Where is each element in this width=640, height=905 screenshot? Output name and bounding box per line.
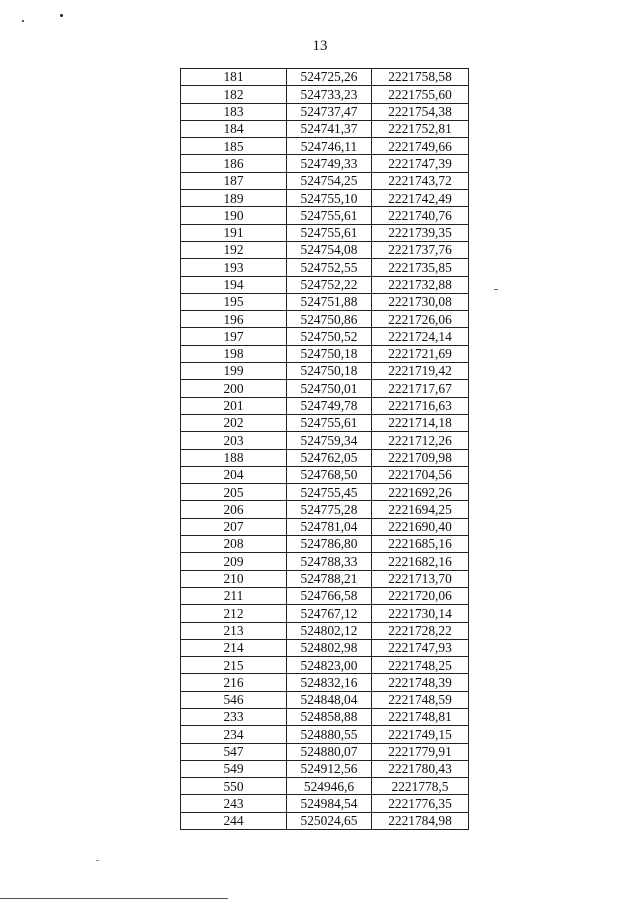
table-row bbox=[181, 86, 469, 103]
y-coordinate-cell: 2221778,5 bbox=[372, 778, 469, 795]
point-number-cell: 211 bbox=[181, 587, 287, 604]
y-coordinate-cell: 2221747,93 bbox=[372, 639, 469, 656]
point-number-cell: 206 bbox=[181, 501, 287, 518]
y-coordinate-cell: 2221685,16 bbox=[372, 536, 469, 553]
coordinates-table bbox=[180, 68, 469, 830]
x-coordinate-cell: 524768,50 bbox=[287, 466, 372, 483]
y-coordinate-cell: 2221719,42 bbox=[372, 363, 469, 380]
y-coordinate-cell: 2221754,38 bbox=[372, 103, 469, 120]
table-row bbox=[181, 414, 469, 431]
point-number-cell: 195 bbox=[181, 293, 287, 310]
y-coordinate-cell: 2221748,25 bbox=[372, 657, 469, 674]
point-number-cell: 198 bbox=[181, 345, 287, 362]
x-coordinate-cell: 524750,18 bbox=[287, 345, 372, 362]
point-number-cell: 187 bbox=[181, 172, 287, 189]
table-row bbox=[181, 345, 469, 362]
x-coordinate-cell: 524754,08 bbox=[287, 241, 372, 258]
x-coordinate-cell: 524750,86 bbox=[287, 311, 372, 328]
x-coordinate-cell: 524733,23 bbox=[287, 86, 372, 103]
x-coordinate-cell: 524912,56 bbox=[287, 760, 372, 777]
table-row bbox=[181, 155, 469, 172]
table-row bbox=[181, 708, 469, 725]
y-coordinate-cell: 2221780,43 bbox=[372, 760, 469, 777]
y-coordinate-cell: 2221694,25 bbox=[372, 501, 469, 518]
table-row bbox=[181, 743, 469, 760]
x-coordinate-cell: 524848,04 bbox=[287, 691, 372, 708]
point-number-cell: 182 bbox=[181, 86, 287, 103]
point-number-cell: 194 bbox=[181, 276, 287, 293]
point-number-cell: 186 bbox=[181, 155, 287, 172]
point-number-cell: 200 bbox=[181, 380, 287, 397]
y-coordinate-cell: 2221712,26 bbox=[372, 432, 469, 449]
table-row bbox=[181, 605, 469, 622]
table-row bbox=[181, 484, 469, 501]
y-coordinate-cell: 2221724,14 bbox=[372, 328, 469, 345]
point-number-cell: 214 bbox=[181, 639, 287, 656]
table-row bbox=[181, 691, 469, 708]
table-row bbox=[181, 207, 469, 224]
y-coordinate-cell: 2221726,06 bbox=[372, 311, 469, 328]
table-row bbox=[181, 778, 469, 795]
y-coordinate-cell: 2221717,67 bbox=[372, 380, 469, 397]
point-number-cell: 243 bbox=[181, 795, 287, 812]
y-coordinate-cell: 2221752,81 bbox=[372, 120, 469, 137]
x-coordinate-cell: 524750,52 bbox=[287, 328, 372, 345]
scan-speck bbox=[60, 14, 63, 17]
point-number-cell: 550 bbox=[181, 778, 287, 795]
point-number-cell: 190 bbox=[181, 207, 287, 224]
table-row bbox=[181, 553, 469, 570]
table-row bbox=[181, 259, 469, 276]
scan-mark bbox=[96, 860, 99, 861]
point-number-cell: 244 bbox=[181, 812, 287, 829]
table-row bbox=[181, 172, 469, 189]
table-row bbox=[181, 432, 469, 449]
y-coordinate-cell: 2221720,06 bbox=[372, 587, 469, 604]
x-coordinate-cell: 524750,01 bbox=[287, 380, 372, 397]
y-coordinate-cell: 2221682,16 bbox=[372, 553, 469, 570]
x-coordinate-cell: 524755,61 bbox=[287, 207, 372, 224]
footnote-separator-line bbox=[0, 898, 228, 899]
x-coordinate-cell: 524759,34 bbox=[287, 432, 372, 449]
point-number-cell: 207 bbox=[181, 518, 287, 535]
y-coordinate-cell: 2221755,60 bbox=[372, 86, 469, 103]
y-coordinate-cell: 2221732,88 bbox=[372, 276, 469, 293]
point-number-cell: 212 bbox=[181, 605, 287, 622]
table-row bbox=[181, 518, 469, 535]
table-row bbox=[181, 657, 469, 674]
y-coordinate-cell: 2221737,76 bbox=[372, 241, 469, 258]
table-row bbox=[181, 138, 469, 155]
x-coordinate-cell: 524802,12 bbox=[287, 622, 372, 639]
y-coordinate-cell: 2221749,66 bbox=[372, 138, 469, 155]
scan-speck bbox=[22, 20, 24, 22]
point-number-cell: 205 bbox=[181, 484, 287, 501]
x-coordinate-cell: 524746,11 bbox=[287, 138, 372, 155]
table-row bbox=[181, 639, 469, 656]
table-row bbox=[181, 466, 469, 483]
y-coordinate-cell: 2221728,22 bbox=[372, 622, 469, 639]
y-coordinate-cell: 2221730,08 bbox=[372, 293, 469, 310]
x-coordinate-cell: 524750,18 bbox=[287, 363, 372, 380]
point-number-cell: 201 bbox=[181, 397, 287, 414]
x-coordinate-cell: 524880,55 bbox=[287, 726, 372, 743]
table-row bbox=[181, 674, 469, 691]
x-coordinate-cell: 524749,33 bbox=[287, 155, 372, 172]
x-coordinate-cell: 524754,25 bbox=[287, 172, 372, 189]
y-coordinate-cell: 2221714,18 bbox=[372, 414, 469, 431]
coordinates-table-body bbox=[181, 69, 469, 830]
point-number-cell: 547 bbox=[181, 743, 287, 760]
point-number-cell: 234 bbox=[181, 726, 287, 743]
x-coordinate-cell: 524762,05 bbox=[287, 449, 372, 466]
y-coordinate-cell: 2221692,26 bbox=[372, 484, 469, 501]
x-coordinate-cell: 524788,33 bbox=[287, 553, 372, 570]
point-number-cell: 193 bbox=[181, 259, 287, 276]
table-row bbox=[181, 224, 469, 241]
x-coordinate-cell: 524775,28 bbox=[287, 501, 372, 518]
point-number-cell: 208 bbox=[181, 536, 287, 553]
y-coordinate-cell: 2221748,39 bbox=[372, 674, 469, 691]
x-coordinate-cell: 524858,88 bbox=[287, 708, 372, 725]
y-coordinate-cell: 2221709,98 bbox=[372, 449, 469, 466]
y-coordinate-cell: 2221748,81 bbox=[372, 708, 469, 725]
table-row bbox=[181, 241, 469, 258]
table-row bbox=[181, 311, 469, 328]
page-number: 13 bbox=[312, 38, 328, 54]
table-row bbox=[181, 103, 469, 120]
point-number-cell: 213 bbox=[181, 622, 287, 639]
point-number-cell: 189 bbox=[181, 190, 287, 207]
point-number-cell: 216 bbox=[181, 674, 287, 691]
y-coordinate-cell: 2221730,14 bbox=[372, 605, 469, 622]
x-coordinate-cell: 524946,6 bbox=[287, 778, 372, 795]
y-coordinate-cell: 2221690,40 bbox=[372, 518, 469, 535]
y-coordinate-cell: 2221716,63 bbox=[372, 397, 469, 414]
table-row bbox=[181, 69, 469, 86]
table-row bbox=[181, 760, 469, 777]
x-coordinate-cell: 525024,65 bbox=[287, 812, 372, 829]
table-row bbox=[181, 328, 469, 345]
table-row bbox=[181, 501, 469, 518]
point-number-cell: 215 bbox=[181, 657, 287, 674]
table-row bbox=[181, 812, 469, 829]
x-coordinate-cell: 524802,98 bbox=[287, 639, 372, 656]
x-coordinate-cell: 524755,61 bbox=[287, 224, 372, 241]
point-number-cell: 181 bbox=[181, 69, 287, 86]
y-coordinate-cell: 2221779,91 bbox=[372, 743, 469, 760]
y-coordinate-cell: 2221742,49 bbox=[372, 190, 469, 207]
point-number-cell: 210 bbox=[181, 570, 287, 587]
point-number-cell: 188 bbox=[181, 449, 287, 466]
x-coordinate-cell: 524880,07 bbox=[287, 743, 372, 760]
x-coordinate-cell: 524752,22 bbox=[287, 276, 372, 293]
y-coordinate-cell: 2221784,98 bbox=[372, 812, 469, 829]
y-coordinate-cell: 2221749,15 bbox=[372, 726, 469, 743]
point-number-cell: 183 bbox=[181, 103, 287, 120]
point-number-cell: 203 bbox=[181, 432, 287, 449]
y-coordinate-cell: 2221721,69 bbox=[372, 345, 469, 362]
x-coordinate-cell: 524786,80 bbox=[287, 536, 372, 553]
point-number-cell: 197 bbox=[181, 328, 287, 345]
x-coordinate-cell: 524725,26 bbox=[287, 69, 372, 86]
scan-mark bbox=[494, 289, 498, 290]
y-coordinate-cell: 2221748,59 bbox=[372, 691, 469, 708]
y-coordinate-cell: 2221758,58 bbox=[372, 69, 469, 86]
table-row bbox=[181, 570, 469, 587]
y-coordinate-cell: 2221747,39 bbox=[372, 155, 469, 172]
table-row bbox=[181, 449, 469, 466]
point-number-cell: 233 bbox=[181, 708, 287, 725]
x-coordinate-cell: 524832,16 bbox=[287, 674, 372, 691]
x-coordinate-cell: 524767,12 bbox=[287, 605, 372, 622]
x-coordinate-cell: 524823,00 bbox=[287, 657, 372, 674]
table-row bbox=[181, 363, 469, 380]
x-coordinate-cell: 524755,10 bbox=[287, 190, 372, 207]
x-coordinate-cell: 524766,58 bbox=[287, 587, 372, 604]
point-number-cell: 192 bbox=[181, 241, 287, 258]
point-number-cell: 199 bbox=[181, 363, 287, 380]
y-coordinate-cell: 2221739,35 bbox=[372, 224, 469, 241]
y-coordinate-cell: 2221740,76 bbox=[372, 207, 469, 224]
point-number-cell: 209 bbox=[181, 553, 287, 570]
table-row bbox=[181, 276, 469, 293]
point-number-cell: 204 bbox=[181, 466, 287, 483]
x-coordinate-cell: 524755,61 bbox=[287, 414, 372, 431]
point-number-cell: 184 bbox=[181, 120, 287, 137]
y-coordinate-cell: 2221776,35 bbox=[372, 795, 469, 812]
table-row bbox=[181, 380, 469, 397]
table-row bbox=[181, 536, 469, 553]
x-coordinate-cell: 524741,37 bbox=[287, 120, 372, 137]
y-coordinate-cell: 2221735,85 bbox=[372, 259, 469, 276]
table-row bbox=[181, 120, 469, 137]
table-row bbox=[181, 190, 469, 207]
x-coordinate-cell: 524749,78 bbox=[287, 397, 372, 414]
table-row bbox=[181, 726, 469, 743]
x-coordinate-cell: 524751,88 bbox=[287, 293, 372, 310]
y-coordinate-cell: 2221704,56 bbox=[372, 466, 469, 483]
table-row bbox=[181, 397, 469, 414]
point-number-cell: 185 bbox=[181, 138, 287, 155]
point-number-cell: 549 bbox=[181, 760, 287, 777]
table-row bbox=[181, 587, 469, 604]
x-coordinate-cell: 524755,45 bbox=[287, 484, 372, 501]
y-coordinate-cell: 2221743,72 bbox=[372, 172, 469, 189]
point-number-cell: 546 bbox=[181, 691, 287, 708]
table-row bbox=[181, 795, 469, 812]
x-coordinate-cell: 524752,55 bbox=[287, 259, 372, 276]
point-number-cell: 202 bbox=[181, 414, 287, 431]
table-row bbox=[181, 622, 469, 639]
x-coordinate-cell: 524788,21 bbox=[287, 570, 372, 587]
point-number-cell: 196 bbox=[181, 311, 287, 328]
x-coordinate-cell: 524984,54 bbox=[287, 795, 372, 812]
point-number-cell: 191 bbox=[181, 224, 287, 241]
x-coordinate-cell: 524737,47 bbox=[287, 103, 372, 120]
y-coordinate-cell: 2221713,70 bbox=[372, 570, 469, 587]
table-row bbox=[181, 293, 469, 310]
x-coordinate-cell: 524781,04 bbox=[287, 518, 372, 535]
